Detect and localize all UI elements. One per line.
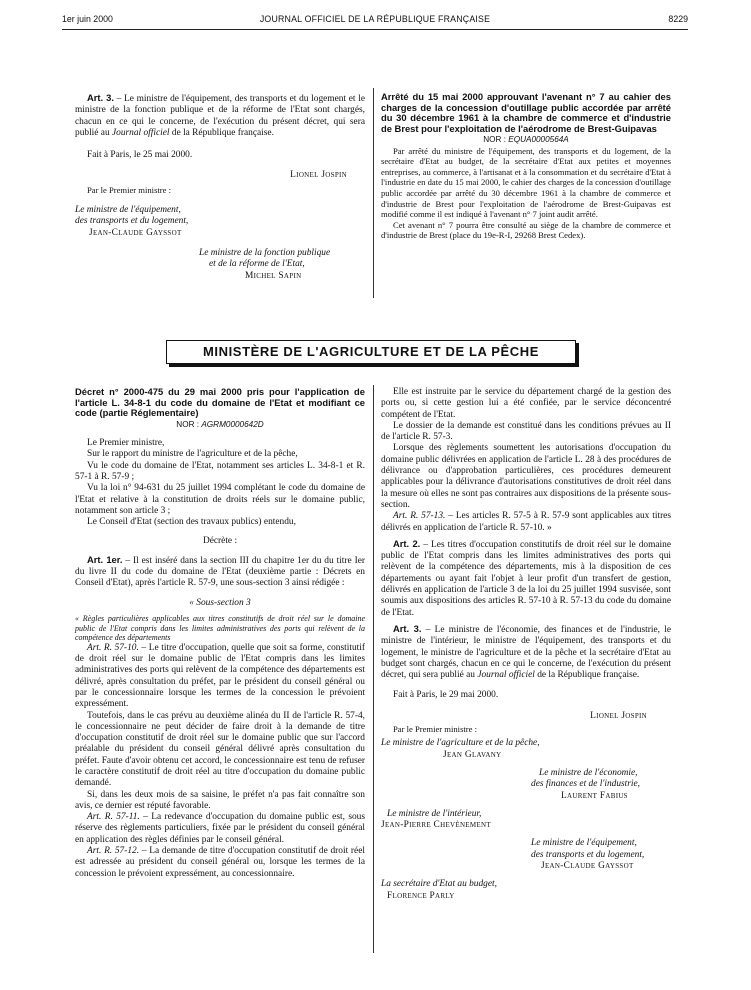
ministry-banner: MINISTÈRE DE L'AGRICULTURE ET DE LA PÊCHE bbox=[166, 340, 576, 364]
journal-officiel-ref: Journal officiel bbox=[111, 127, 170, 138]
arrete-nor: NOR : EQUA0000564A bbox=[483, 135, 569, 145]
column-divider-bottom bbox=[373, 385, 374, 953]
decree-paragraph-instruction: Elle est instruite par le service du département chargé de la gestion des ports ou, si cette gestion lui a été confiée, par le service déconcentré compétent de l'Etat. bbox=[381, 387, 671, 420]
article-r5711: Art. R. 57-11. – La redevance d'occupation du domaine public est, sous réserve des règlements particuliers, fixée par le président du conseil général en application des règles définies par le conseil général. bbox=[75, 812, 365, 845]
signer-name: Lionel Jospin bbox=[290, 170, 347, 181]
decree-par-premier-ministre: Par le Premier ministre : bbox=[393, 724, 478, 735]
page-header bbox=[62, 14, 688, 28]
header-rule bbox=[62, 29, 688, 30]
header-page-number: 8229 bbox=[668, 14, 688, 24]
header-journal-title: JOURNAL OFFICIEL DE LA RÉPUBLIQUE FRANÇAISE bbox=[259, 14, 491, 24]
decree-right-column bbox=[381, 387, 671, 902]
article-2-paragraph: Art. 2. – Les titres d'occupation constitutifs de droit réel sur le domaine public de l'Etat compris dans les limites administratives des ports qui relèvent de la compétence des départements, mis à la disposition de ces départements ou ayant fait l'objet à leur profit d'un transfert de gestion, délivrés en application de l'article 3 de la loi du 25 juillet 1994 susvisée, sont soumis aux dispositions des articles R. 57-10 à R. 57-13 du code du domaine de l'Etat. bbox=[381, 537, 671, 618]
article-r5710-p3: Si, dans les deux mois de sa saisine, le préfet n'a pas fait connaître son avis, ce dernier est réputé favorable. bbox=[75, 789, 365, 811]
visa-3: Vu le code du domaine de l'Etat, notamment ses articles L. 34-8-1 et R. 57-1 à R. 57-9 ; bbox=[75, 460, 365, 482]
signature-date: Fait à Paris, le 25 mai 2000. bbox=[87, 150, 193, 161]
signature-equipement: Le ministre de l'équipement, des transports et du logement, Jean-Claude Gayssot bbox=[531, 838, 645, 871]
visa-1: Le Premier ministre, bbox=[87, 438, 165, 449]
arrete-paragraph-2: Cet avenant n° 7 pourra être consulté au siège de la chambre de commerce et d'industrie de Brest (place du 19e-R-I, 29268 Brest Cedex). bbox=[381, 219, 671, 241]
decree-signer-name: Lionel Jospin bbox=[590, 710, 647, 721]
visa-2: Sur le rapport du ministre de l'agriculture et de la pêche, bbox=[87, 449, 298, 460]
signature-budget: La secrétaire d'Etat au budget, Florence Parly bbox=[381, 879, 497, 901]
article-1-paragraph: Art. 1er. – Il est inséré dans la section III du chapitre 1er du du titre Ier du livre II du code du domaine de l'Etat (deuxième partie : Décrets en Conseil d'Etat), après l'article R. 57-9, une sous-section 3 ainsi rédigée : bbox=[75, 553, 365, 589]
header-date: 1er juin 2000 bbox=[62, 14, 113, 24]
article-r5712: Art. R. 57-12. – La demande de titre d'occupation constitutif de droit réel est adressée au président du conseil général ou, lorsque les termes de la concession le prévoient expressément, au concessionnaire. bbox=[75, 846, 365, 879]
visa-4: Vu la loi n° 94-631 du 25 juillet 1994 complétant le code du domaine de l'Etat et relative à la constitution de droits réels sur le domaine public, notamment son article 3 ; bbox=[75, 483, 365, 516]
decree-left-column bbox=[75, 387, 365, 880]
decree-paragraph-dossier: Le dossier de la demande est constitué dans les conditions prévues au II de l'article R. 57-3. bbox=[381, 420, 671, 443]
article-r5710: Art. R. 57-10. – Le titre d'occupation, quelle que soit sa forme, constitutif de droit réel sur le domaine public de l'Etat compris dans les limites administratives des ports qui relèvent de la compétence des départements est délivré, après consultation du préfet, par le président du conseil général ou par le concessionnaire lorsque les termes de la concession le prévoient expressément. bbox=[75, 642, 365, 710]
decree-signature-date: Fait à Paris, le 29 mai 2000. bbox=[393, 690, 499, 701]
decrete: Décrète : bbox=[202, 536, 238, 547]
signature-minister-1: Le ministre de l'équipement, des transports et du logement, Jean-Claude Gayssot bbox=[75, 205, 189, 238]
arrete-title: Arrêté du 15 mai 2000 approuvant l'avenant n° 7 au cahier des charges de la concession d'outillage public accordée par arrêté du 30 décembre 1961 à la chambre de commerce et d'industrie de Brest pour l'exploitation de l'aérodrome de Brest-Guipavas bbox=[381, 91, 671, 134]
visa-5: Le Conseil d'Etat (section des travaux publics) entendu, bbox=[87, 517, 296, 528]
decree-paragraph-reglements: Lorsque des règlements soumettent les autorisations d'occupation du domaine public délivrées en application de l'article L. 28 à des procédures de délivrance ou d'approbation particulières, ces procédures demeurent applicables pour la délivrance d'autorisations constitutives de droit réel dans la mesure où elles ne sont pas contraires aux dispositions de la présente sous-section. bbox=[381, 443, 671, 510]
article-3-decree-paragraph: Art. 3. – Le ministre de l'économie, des finances et de l'industrie, le ministre de l'intérieur, le ministre de l'équipement, des transports et du logement, le ministre de l'agriculture et de la pêche et la secrétaire d'Etat au budget sont chargés, chacun en ce qui le concerne, de l'exécution du présent décret, qui sera publié au Journal officiel de la République française. bbox=[381, 622, 671, 681]
top-left-column bbox=[75, 92, 365, 282]
article-r5713: Art. R. 57-13. – Les articles R. 57-5 à R. 57-9 sont applicables aux titres délivrés en application de l'article R. 57-10. » bbox=[381, 511, 671, 533]
signature-agriculture: Le ministre de l'agriculture et de la pêche, Jean Glavany bbox=[381, 738, 540, 760]
subsection-heading: « Sous-section 3 bbox=[189, 597, 251, 608]
signature-interieur: Le ministre de l'intérieur, Jean-Pierre Chevènement bbox=[381, 808, 491, 831]
signature-economie: Le ministre de l'économie, des finances et de l'industrie, Laurent Fabius bbox=[531, 767, 641, 801]
signature-minister-2: Le ministre de la fonction publique et de la réforme de l'Etat, Michel Sapin bbox=[199, 247, 331, 281]
par-premier-ministre: Par le Premier ministre : bbox=[87, 184, 172, 195]
column-divider-top bbox=[373, 88, 374, 298]
subsection-title: « Règles particulières applicables aux titres constitutifs de droit réel sur le domaine public de l'Etat compris dans les limites administratives des ports qui relèvent de la compétence des départements bbox=[75, 613, 365, 643]
article-label: Art. 3. bbox=[87, 92, 114, 103]
top-right-column bbox=[381, 92, 671, 241]
decree-nor: NOR : AGRM0000642D bbox=[176, 419, 264, 429]
decree-title: Décret n° 2000-475 du 29 mai 2000 pris pour l'application de l'article L. 34-8-1 du code du domaine de l'Etat et modifiant ce code (partie Réglementaire) bbox=[75, 386, 365, 419]
article-3-paragraph: Art. 3. – Le ministre de l'équipement, des transports et du logement et le ministre de la fonction publique et de la réforme de l'Etat sont chargés, chacun en ce qui le concerne, de l'exécution du présent décret, qui sera publié au Journal officiel de la République française. bbox=[75, 92, 365, 138]
article-r5710-p2: Toutefois, dans le cas prévu au deuxième alinéa du II de l'article R. 57-4, le concessionnaire ne peut décider de faire droit à la demande de titre d'occupation constitutif de droit réel sur le domaine public que sur l'accord préalable du président du conseil général délivré après consultation du préfet. Faute d'avoir obtenu cet accord, le concessionnaire est tenu de refuser le caractère constitutif de droit réel au titre d'occupation du domaine public demandé. bbox=[75, 710, 365, 789]
arrete-paragraph-1: Par arrêté du ministre de l'équipement, des transports et du logement, de la secrétaire d'Etat au budget, de la secrétaire d'Etat aux petites et moyennes entreprises, au commerce, à l'artisanat et à la consommation et du secrétaire d'Etat à l'industrie en date du 15 mai 2000, le cahier des charges de la concession d'outillage public accordée par arrêté du 30 décembre 1961 à la chambre de commerce et d'industrie de Brest pour l'exploitation de l'aérodrome de Brest-Guipavas est modifié comme il est indiqué à l'avenant n° 7 joint audit arrêté. bbox=[381, 145, 671, 220]
